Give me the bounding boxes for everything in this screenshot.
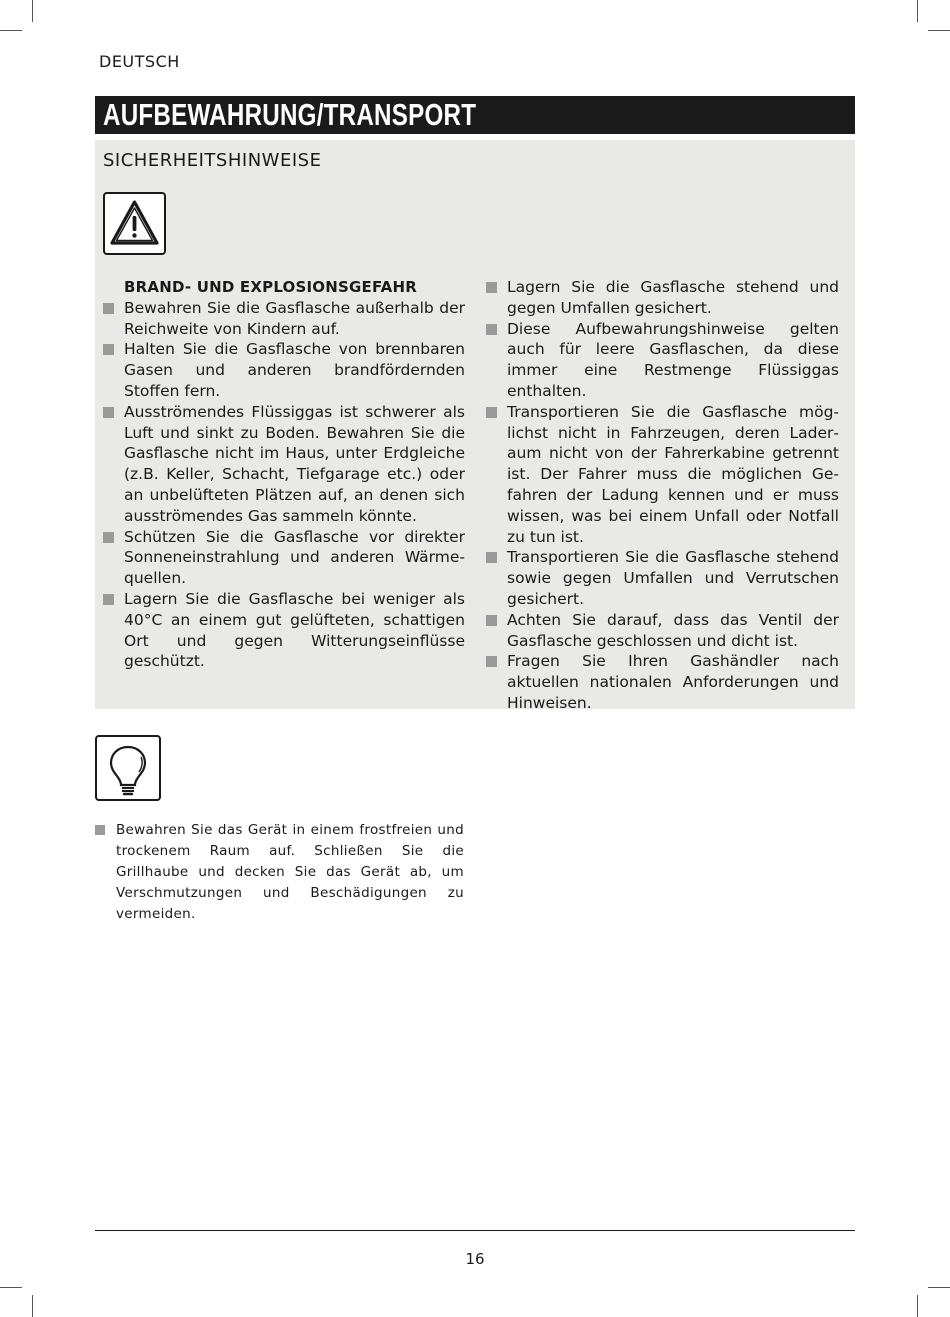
bullet-square-icon bbox=[486, 552, 497, 563]
list-item: Halten Sie die Gasflasche von brennbaren Gasen und anderen brandfördernden Stoffen fern. bbox=[103, 339, 465, 401]
bullet-square-icon bbox=[103, 344, 114, 355]
list-item: Bewahren Sie die Gasflasche außerhalb der Reichweite von Kindern auf. bbox=[103, 298, 465, 340]
footer-divider bbox=[95, 1230, 855, 1231]
safety-right-column bbox=[486, 277, 839, 714]
light-bulb-icon bbox=[95, 735, 161, 801]
crop-mark bbox=[917, 0, 918, 22]
crop-mark bbox=[0, 1287, 22, 1288]
crop-mark bbox=[0, 30, 22, 31]
list-item: Diese Aufbewahrungshinweise gelten auch für leere Gasflaschen, da diese immer eine Restmenge Flüssiggas enthalten. bbox=[486, 319, 839, 402]
crop-mark bbox=[928, 1287, 950, 1288]
list-item: Transportieren Sie die Gasflasche möglichst nicht in Fahrzeugen, deren Laderaum nicht von der Fahrerkabine getrennt ist. Der Fahrer muss die möglichen Gefahren der Ladung kennen und er muss wissen, was bei einem Unfall oder Notfall zu tun ist. bbox=[486, 402, 839, 548]
crop-mark bbox=[928, 30, 950, 31]
page-number: 16 bbox=[465, 1250, 485, 1268]
bullet-square-icon bbox=[103, 532, 114, 543]
section-title: SICHERHEITSHINWEISE bbox=[103, 150, 322, 171]
bullet-square-icon bbox=[486, 324, 497, 335]
bullet-square-icon bbox=[103, 303, 114, 314]
crop-mark bbox=[32, 0, 33, 22]
crop-mark bbox=[917, 1295, 918, 1317]
list-item: Lagern Sie die Gasflasche stehend und gegen Umfallen gesichert. bbox=[486, 277, 839, 319]
bullet-square-icon bbox=[103, 594, 114, 605]
list-item: Achten Sie darauf, dass das Ventil der Gasflasche geschlossen und dicht ist. bbox=[486, 610, 839, 652]
page-title: AUFBEWAHRUNG/TRANSPORT bbox=[103, 97, 477, 132]
language-label: DEUTSCH bbox=[99, 52, 180, 71]
bullet-square-icon bbox=[95, 825, 105, 835]
list-item: Fragen Sie Ihren Gashändler nach aktuellen nationalen Anforderungen und Hinweisen. bbox=[486, 651, 839, 713]
page-title-bar bbox=[95, 96, 855, 134]
safety-left-column bbox=[103, 277, 465, 672]
list-item: Ausströmendes Flüssiggas ist schwerer als Luft und sinkt zu Boden. Bewahren Sie die Gasflasche nicht im Haus, unter Erdgleiche (z.B. Keller, Schacht, Tiefgarage etc.) oder an unbelüfteten Plätzen auf, an denen sich ausströmendes Gas sammeln könnte. bbox=[103, 402, 465, 527]
tip-section bbox=[95, 820, 464, 925]
list-item: Lagern Sie die Gasflasche bei weniger als 40°C an einem gut gelüfteten, schattigen Ort und gegen Witterungseinflüsse geschützt. bbox=[103, 589, 465, 672]
list-item: Bewahren Sie das Gerät in einem frostfreien und trockenem Raum auf. Schließen Sie die Grillhaube und decken Sie das Gerät ab, um Verschmutzungen und Beschädigungen zu vermeiden. bbox=[95, 820, 464, 925]
bullet-square-icon bbox=[486, 282, 497, 293]
list-item: Transportieren Sie die Gasflasche stehend sowie gegen Umfallen und Verrutschen gesichert. bbox=[486, 547, 839, 609]
hazard-heading: BRAND- UND EXPLOSIONSGEFAHR bbox=[124, 278, 417, 296]
bullet-square-icon bbox=[486, 407, 497, 418]
warning-triangle-icon bbox=[103, 192, 166, 255]
bullet-square-icon bbox=[486, 615, 497, 626]
bullet-square-icon bbox=[103, 407, 114, 418]
crop-mark bbox=[32, 1295, 33, 1317]
list-item: Schützen Sie die Gasflasche vor direkter Sonneneinstrahlung und anderen Wärmequellen. bbox=[103, 527, 465, 589]
bullet-square-icon bbox=[486, 656, 497, 667]
